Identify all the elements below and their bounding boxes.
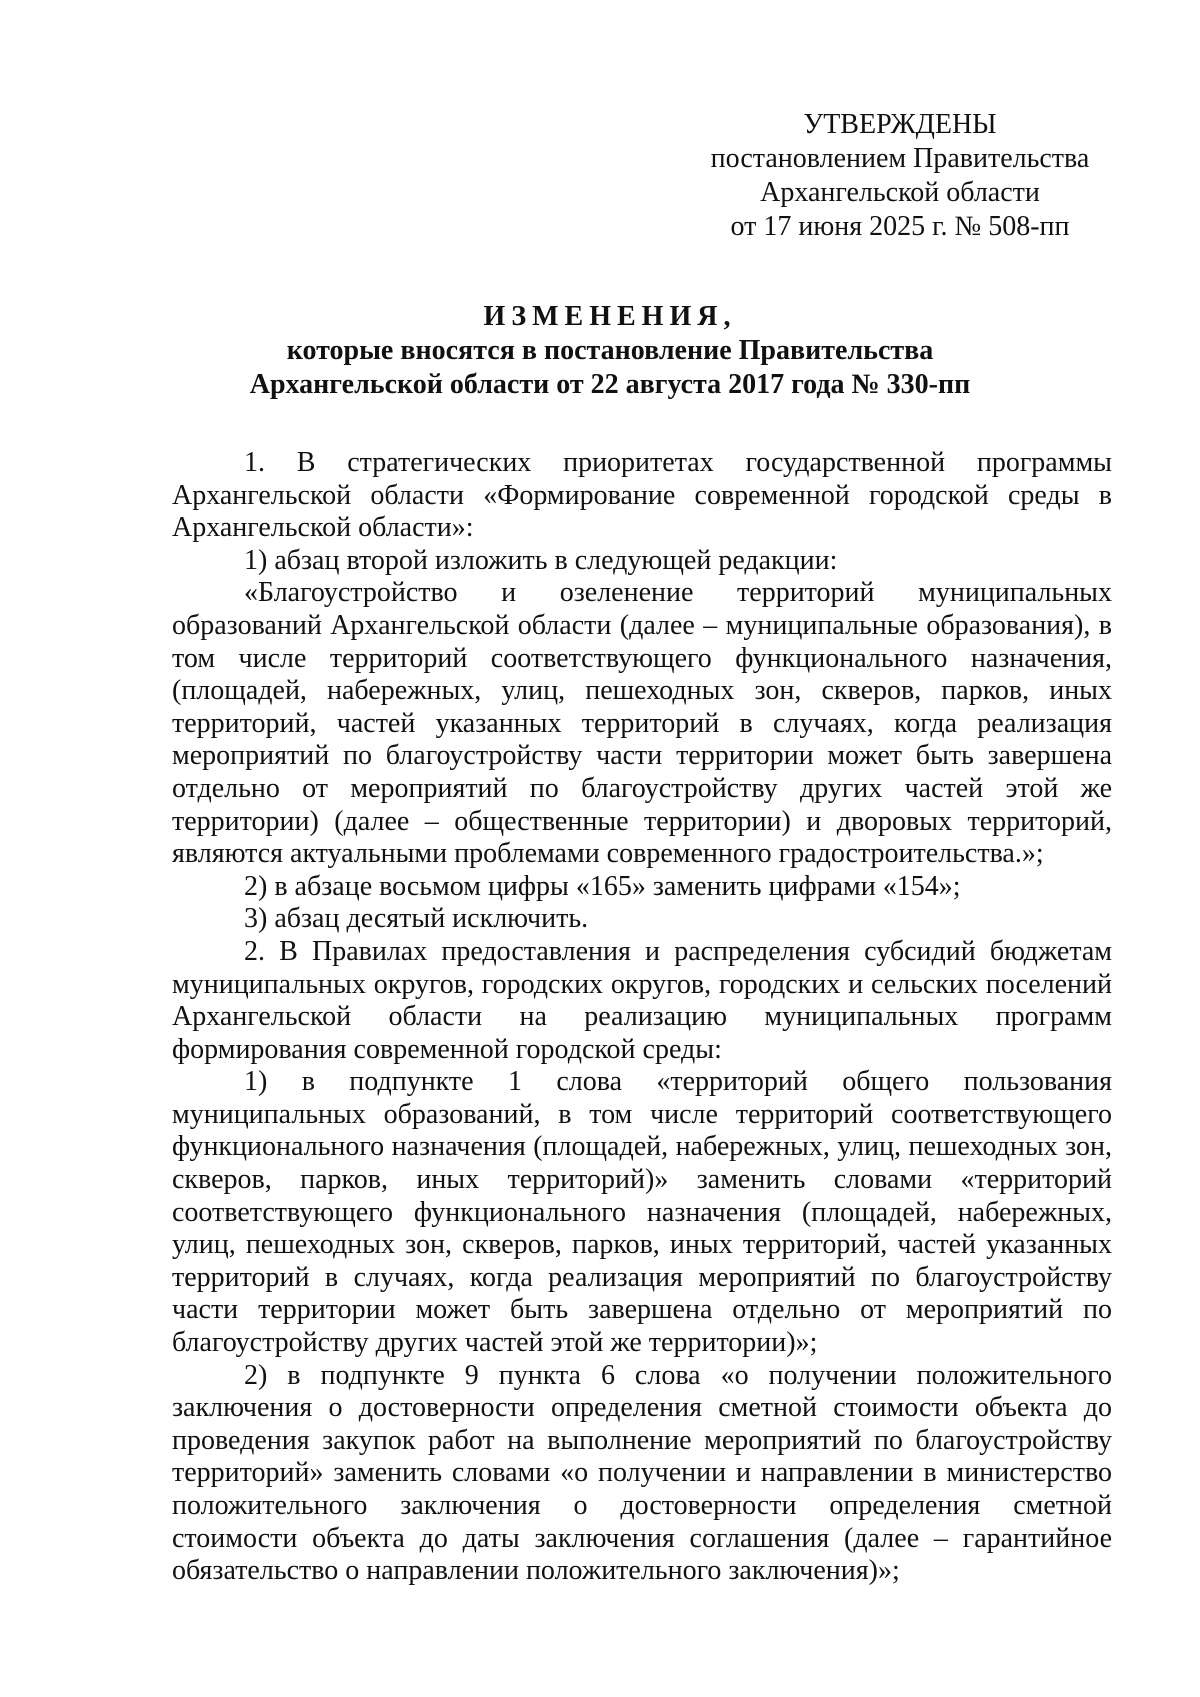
approval-title: УТВЕРЖДЕНЫ [803,109,997,140]
approval-line-2: Архангельской области [760,177,1040,208]
paragraph-2: 1) абзац второй изложить в следующей редакции: [244,544,838,576]
paragraph-6: 2. В Правилах предоставления и распределения субсидий бюджетам муниципальных округов, городских округов, городских и сельских поселений Архангельской области на реализацию муниципальных программ формирования современной городской среды: [172,935,1112,1065]
approval-line-3: от 17 июня 2025 г. № 508-пп [730,211,1070,242]
approval-stamp [700,108,1100,244]
approval-line-1: постановлением Правительства [710,143,1090,174]
heading-line-1: которые вносятся в постановление Правительства [286,335,934,366]
paragraph-8: 2) в подпункте 9 пункта 6 слова «о получении положительного заключения о достоверности определения сметной стоимости объекта до проведения закупок работ на выполнение мероприятий по благоустройству территорий» заменить словами «о получении и направлении в министерство положительного заключения о достоверности определения сметной стоимости объекта до даты заключения соглашения (далее – гарантийное обязательство о направлении положительного заключения)»; [172,1359,1112,1587]
paragraph-1: 1. В стратегических приоритетах государственной программы Архангельской области «Формирование современной городской среды в Архангельской области»: [172,447,1112,544]
heading-title: ИЗМЕНЕНИЯ, [483,301,737,332]
paragraph-3: «Благоустройство и озеленение территорий муниципальных образований Архангельской области (далее – муниципальные образования), в том числе территорий соответствующего функционального назначения, (площадей, набережных, улиц, пешеходных зон, скверов, парков, иных территорий, частей указанных территорий в случаях, когда реализация мероприятий по благоустройству части территории может быть завершена отдельно от мероприятий по благоустройству других частей этой же территории) (далее – общественные территории) и дворовых территорий, являются актуальными проблемами современного градостроительства.»; [172,577,1112,870]
paragraph-7: 1) в подпункте 1 слова «территорий общего пользования муниципальных образований, в том числе территорий соответствующего функционального назначения (площадей, набережных, улиц, пешеходных зон, скверов, парков, иных территорий)» заменить словами «территорий соответствующего функционального назначения (площадей, набережных, улиц, пешеходных зон, скверов, парков, иных территорий, частей указанных территорий в случаях, когда реализация мероприятий по благоустройству части территории может быть завершена отдельно от мероприятий по благоустройству других частей этой же территории)»; [172,1066,1112,1359]
paragraph-4: 2) в абзаце восьмом цифры «165» заменить цифрами «154»; [244,870,961,902]
document-heading [170,300,1050,402]
paragraph-5: 3) абзац десятый исключить. [244,903,589,935]
document-body [172,447,1112,1588]
heading-line-2: Архангельской области от 22 августа 2017 года № 330-пп [249,369,971,400]
